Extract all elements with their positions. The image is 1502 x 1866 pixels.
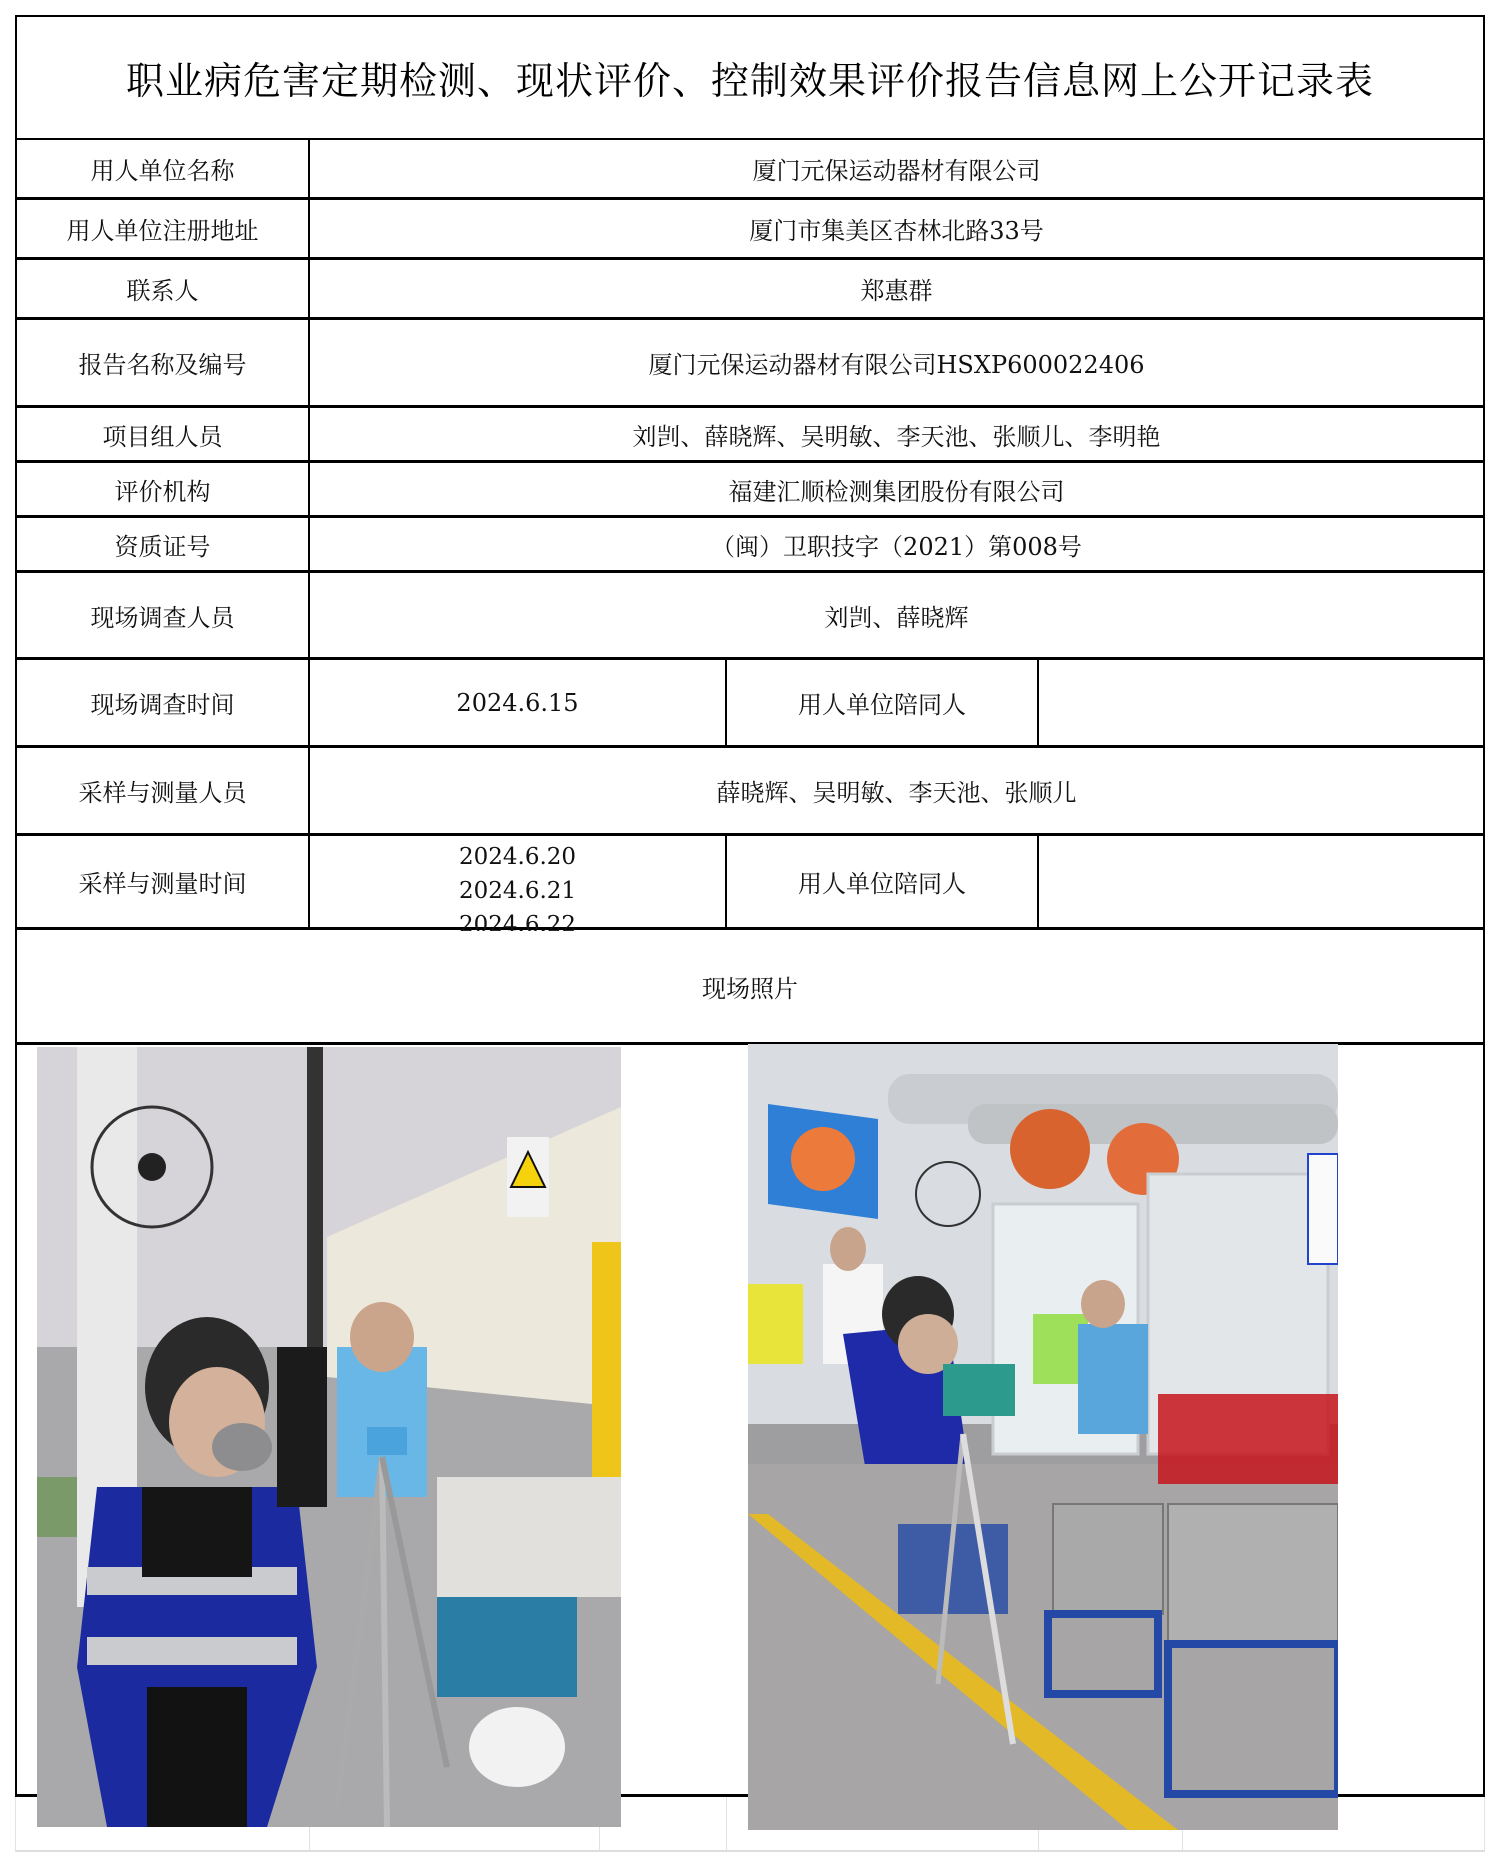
- label-report-name: 报告名称及编号: [17, 320, 310, 405]
- row-evaluation-agency: [15, 463, 1485, 518]
- sampling-date-2: 2024.6.21: [458, 878, 577, 904]
- row-employer-name: [15, 140, 1485, 200]
- sampling-date-3: 2024.6.22: [458, 912, 577, 931]
- page-title: 职业病危害定期检测、现状评价、控制效果评价报告信息网上公开记录表: [125, 59, 1374, 103]
- value-survey-companion: [1039, 660, 1483, 745]
- value-evaluation-agency: 福建汇顺检测集团股份有限公司: [728, 477, 1065, 506]
- label-survey-companion: 用人单位陪同人: [727, 660, 1039, 745]
- row-employer-address: [15, 200, 1485, 260]
- title-box: [15, 15, 1485, 140]
- value-employer-name: 厦门元保运动器材有限公司: [752, 157, 1041, 185]
- site-photo-2: [748, 1044, 1338, 1830]
- value-qualification-number: （闽）卫职技字（2021）第008号: [711, 532, 1082, 561]
- value-contact-person: 郑惠群: [860, 277, 933, 305]
- label-site-survey-time: 现场调查时间: [17, 660, 310, 745]
- label-site-survey-staff: 现场调查人员: [17, 573, 310, 657]
- value-sampling-dates: [310, 836, 727, 931]
- value-report-name: 厦门元保运动器材有限公司HSXP600022406: [648, 351, 1145, 379]
- row-report-name: [15, 320, 1485, 408]
- row-sampling-time: [15, 836, 1485, 930]
- row-site-survey-staff: [15, 573, 1485, 660]
- value-sampling-staff: 薛晓辉、吴明敏、李天池、张顺儿: [716, 779, 1077, 807]
- label-sampling-companion: 用人单位陪同人: [727, 836, 1039, 927]
- site-photos-header: [15, 930, 1485, 1045]
- sampling-date-1: 2024.6.20: [458, 844, 577, 870]
- label-employer-address: 用人单位注册地址: [17, 200, 310, 257]
- site-photos-label: 现场照片: [702, 974, 798, 1003]
- label-qualification-number: 资质证号: [17, 518, 310, 570]
- label-sampling-time: 采样与测量时间: [17, 836, 310, 927]
- label-sampling-staff: 采样与测量人员: [17, 748, 310, 833]
- row-contact-person: [15, 260, 1485, 320]
- label-employer-name: 用人单位名称: [17, 140, 310, 197]
- value-site-survey-staff: 刘剀、薛晓辉: [824, 603, 969, 632]
- value-site-survey-time: 2024.6.15: [310, 660, 727, 745]
- label-contact-person: 联系人: [17, 260, 310, 317]
- label-evaluation-agency: 评价机构: [17, 463, 310, 515]
- row-sampling-staff: [15, 748, 1485, 836]
- site-photo-1: [37, 1047, 621, 1827]
- row-site-survey-time: [15, 660, 1485, 748]
- value-employer-address: 厦门市集美区杏林北路33号: [749, 217, 1044, 245]
- value-sampling-companion: [1039, 836, 1483, 927]
- row-qualification-number: [15, 518, 1485, 573]
- label-project-team: 项目组人员: [17, 408, 310, 460]
- value-project-team: 刘剀、薛晓辉、吴明敏、李天池、张顺儿、李明艳: [632, 422, 1161, 451]
- row-project-team: [15, 408, 1485, 463]
